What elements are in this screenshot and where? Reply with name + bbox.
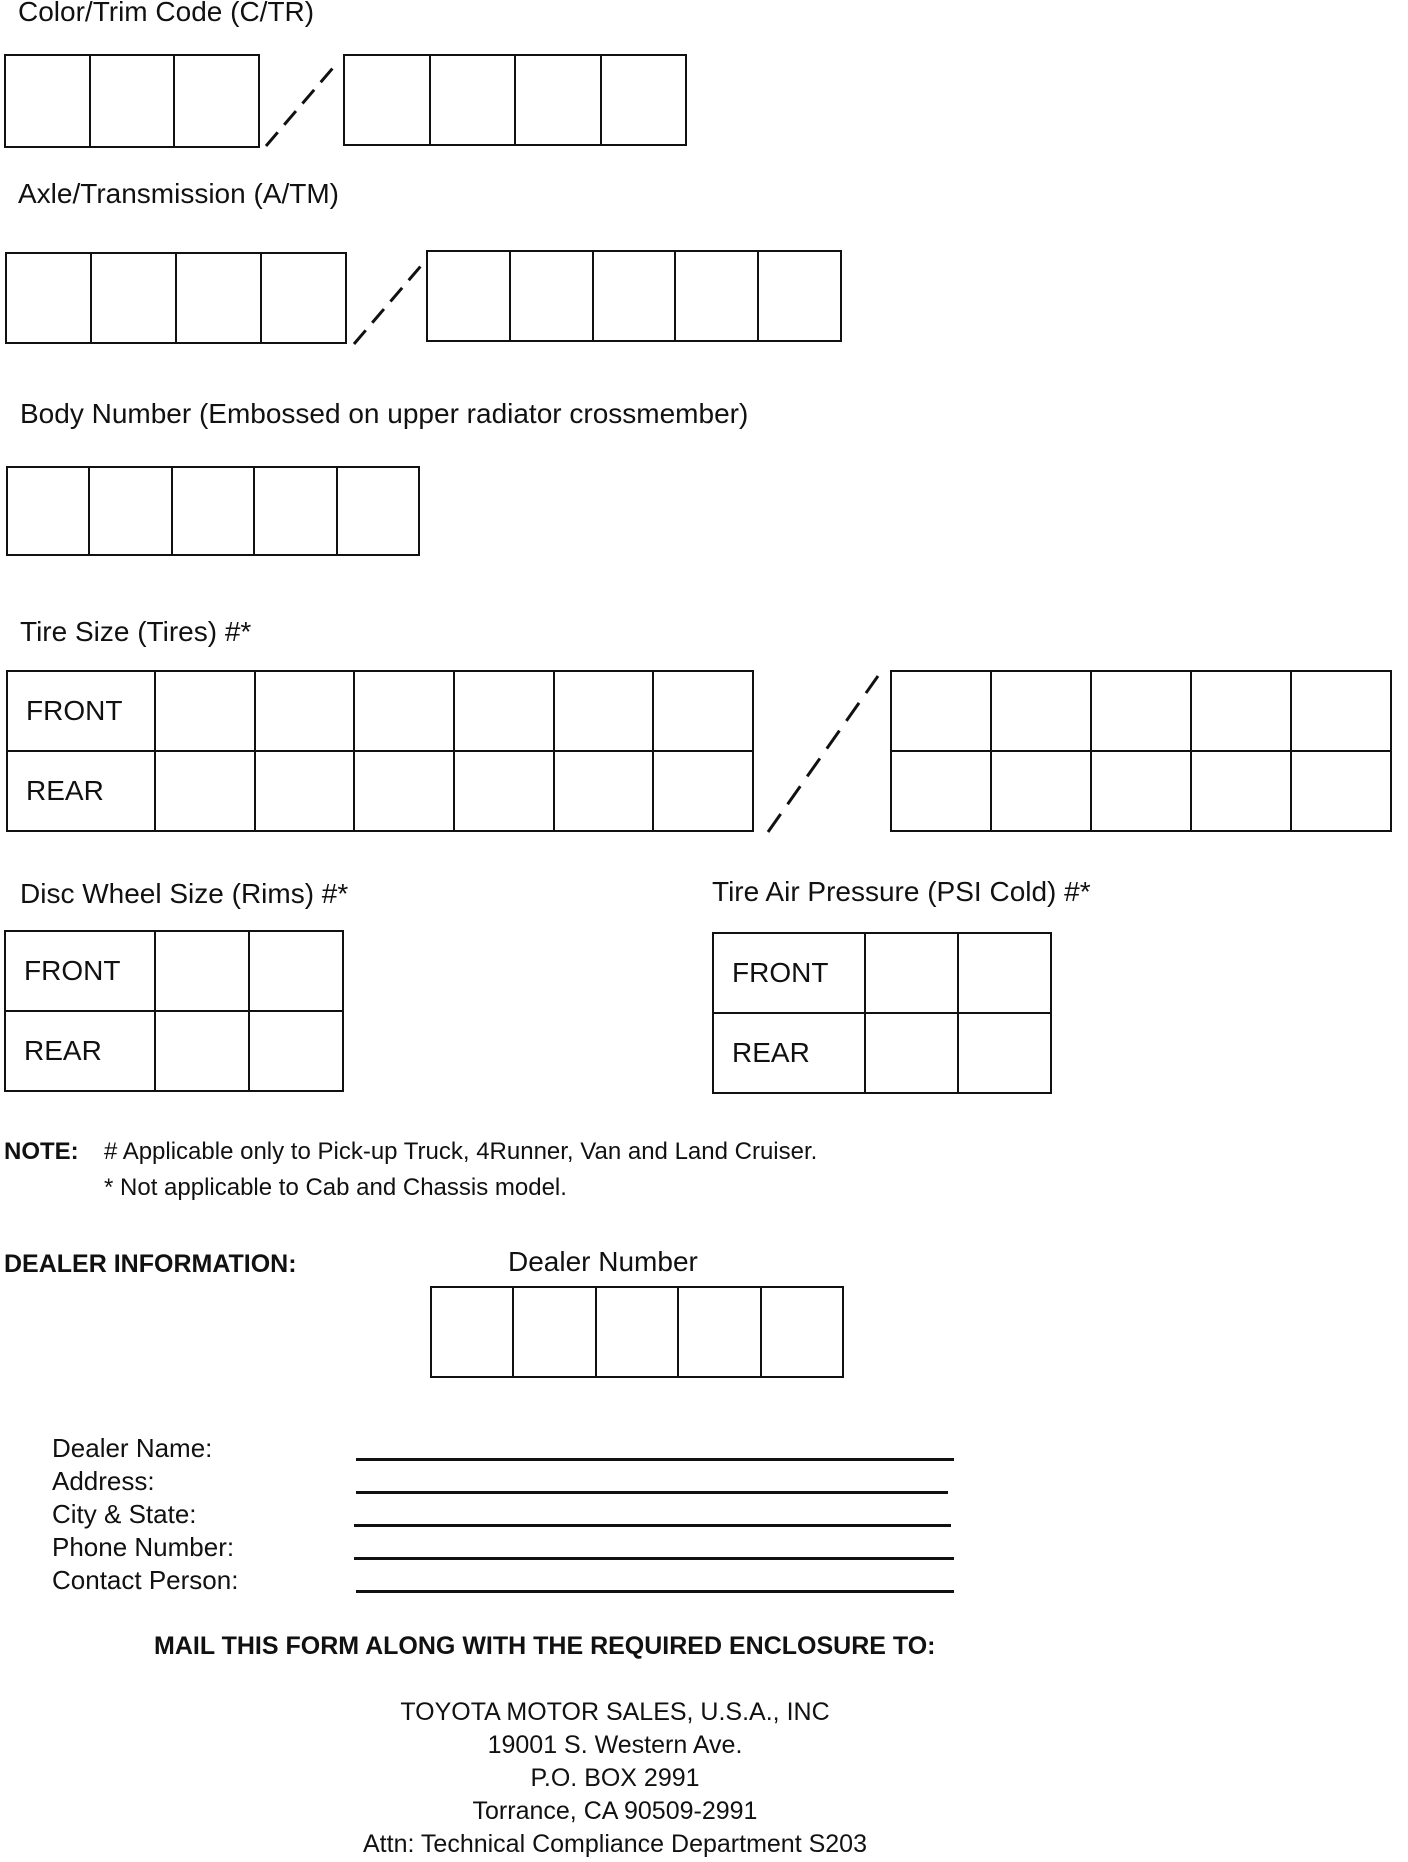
input-cell[interactable]: [958, 933, 1051, 1013]
input-cell[interactable]: [991, 751, 1091, 831]
address-line: 19001 S. Western Ave.: [487, 1731, 743, 1759]
input-cell[interactable]: [173, 468, 255, 554]
input-cell[interactable]: [594, 252, 677, 340]
body-number-boxes[interactable]: [6, 466, 420, 556]
tire-size-table-right: [890, 670, 1392, 832]
input-cell[interactable]: [255, 671, 355, 751]
input-cell[interactable]: [1191, 671, 1291, 751]
input-cell[interactable]: [597, 1288, 679, 1376]
color-trim-color-boxes[interactable]: [4, 54, 260, 148]
separator-slash-icon: [262, 58, 342, 150]
input-cell[interactable]: [865, 933, 958, 1013]
input-cell[interactable]: [92, 254, 177, 342]
input-cell[interactable]: [91, 56, 176, 146]
table-row: [5, 931, 343, 1011]
input-cell[interactable]: [759, 252, 840, 340]
color-trim-trim-boxes[interactable]: [343, 54, 687, 146]
phone-number-label: Phone Number:: [52, 1532, 235, 1562]
note-line-2: * Not applicable to Cab and Chassis model.: [104, 1174, 567, 1201]
tire-pressure-table: [712, 932, 1052, 1094]
table-row: [7, 671, 753, 751]
input-cell[interactable]: [249, 1011, 343, 1091]
axle-transmission-label: Axle/Transmission (A/TM): [18, 178, 340, 209]
front-label: FRONT: [713, 933, 865, 1013]
disc-wheel-label: Disc Wheel Size (Rims) #*: [20, 878, 349, 909]
input-cell[interactable]: [762, 1288, 842, 1376]
dealer-number-label: Dealer Number: [508, 1246, 698, 1277]
input-cell[interactable]: [1291, 671, 1391, 751]
input-cell[interactable]: [155, 671, 255, 751]
input-cell[interactable]: [255, 751, 355, 831]
input-cell[interactable]: [345, 56, 431, 144]
tire-size-label: Tire Size (Tires) #*: [20, 616, 252, 647]
input-cell[interactable]: [354, 671, 454, 751]
note-prefix: NOTE:: [4, 1138, 79, 1165]
input-cell[interactable]: [514, 1288, 596, 1376]
input-cell[interactable]: [891, 671, 991, 751]
input-cell[interactable]: [554, 671, 654, 751]
input-cell[interactable]: [991, 671, 1091, 751]
input-cell[interactable]: [175, 56, 258, 146]
input-cell[interactable]: [7, 254, 92, 342]
input-cell[interactable]: [679, 1288, 761, 1376]
input-cell[interactable]: [255, 468, 337, 554]
input-cell[interactable]: [602, 56, 686, 144]
rear-label: REAR: [7, 751, 155, 831]
dealer-name-label: Dealer Name:: [52, 1433, 213, 1463]
separator-slash-icon: [762, 672, 882, 836]
input-cell[interactable]: [8, 468, 90, 554]
color-trim-label: Color/Trim Code (C/TR): [18, 0, 315, 27]
input-cell[interactable]: [1191, 751, 1291, 831]
front-label: FRONT: [5, 931, 155, 1011]
contact-person-field[interactable]: [356, 1590, 954, 1593]
input-cell[interactable]: [90, 468, 172, 554]
note-line-1: # Applicable only to Pick-up Truck, 4Runner, Van and Land Cruiser.: [104, 1138, 818, 1165]
input-cell[interactable]: [428, 252, 511, 340]
input-cell[interactable]: [454, 751, 554, 831]
table-row: [5, 1011, 343, 1091]
input-cell[interactable]: [516, 56, 602, 144]
mail-heading: MAIL THIS FORM ALONG WITH THE REQUIRED ENCLOSURE TO:: [154, 1632, 936, 1660]
address-label: Address:: [52, 1466, 155, 1496]
input-cell[interactable]: [676, 252, 759, 340]
body-number-label: Body Number (Embossed on upper radiator crossmember): [20, 398, 749, 429]
input-cell[interactable]: [431, 56, 517, 144]
input-cell[interactable]: [891, 751, 991, 831]
table-row: [891, 751, 1391, 831]
input-cell[interactable]: [354, 751, 454, 831]
address-line: P.O. BOX 2991: [530, 1764, 700, 1792]
input-cell[interactable]: [454, 671, 554, 751]
table-row: [7, 751, 753, 831]
transmission-boxes[interactable]: [426, 250, 842, 342]
table-row: [713, 1013, 1051, 1093]
city-state-field[interactable]: [354, 1524, 951, 1527]
input-cell[interactable]: [554, 751, 654, 831]
dealer-fields: [52, 1432, 238, 1597]
input-cell[interactable]: [249, 931, 343, 1011]
input-cell[interactable]: [1091, 671, 1191, 751]
table-row: [713, 933, 1051, 1013]
input-cell[interactable]: [432, 1288, 514, 1376]
input-cell[interactable]: [262, 254, 345, 342]
address-field[interactable]: [356, 1491, 948, 1494]
table-row: [891, 671, 1391, 751]
rear-label: REAR: [5, 1011, 155, 1091]
input-cell[interactable]: [653, 671, 753, 751]
input-cell[interactable]: [958, 1013, 1051, 1093]
input-cell[interactable]: [1091, 751, 1191, 831]
address-line: Attn: Technical Compliance Department S203: [363, 1830, 867, 1858]
input-cell[interactable]: [338, 468, 418, 554]
input-cell[interactable]: [155, 1011, 249, 1091]
input-cell[interactable]: [6, 56, 91, 146]
dealer-info-heading: DEALER INFORMATION:: [4, 1250, 297, 1278]
input-cell[interactable]: [155, 751, 255, 831]
dealer-number-boxes[interactable]: [430, 1286, 844, 1378]
input-cell[interactable]: [1291, 751, 1391, 831]
axle-boxes[interactable]: [5, 252, 347, 344]
address-line: TOYOTA MOTOR SALES, U.S.A., INC: [400, 1698, 830, 1726]
address-line: Torrance, CA 90509-2991: [472, 1797, 758, 1825]
disc-wheel-table: [4, 930, 344, 1092]
phone-number-field[interactable]: [354, 1557, 954, 1560]
dealer-name-field[interactable]: [356, 1458, 954, 1461]
input-cell[interactable]: [511, 252, 594, 340]
front-label: FRONT: [7, 671, 155, 751]
separator-slash-icon: [350, 256, 430, 348]
input-cell[interactable]: [177, 254, 262, 342]
input-cell[interactable]: [653, 751, 753, 831]
tire-size-table-left: [6, 670, 754, 832]
tire-pressure-label: Tire Air Pressure (PSI Cold) #*: [712, 876, 1091, 907]
rear-label: REAR: [713, 1013, 865, 1093]
city-state-label: City & State:: [52, 1499, 197, 1529]
input-cell[interactable]: [155, 931, 249, 1011]
contact-person-label: Contact Person:: [52, 1565, 239, 1595]
input-cell[interactable]: [865, 1013, 958, 1093]
